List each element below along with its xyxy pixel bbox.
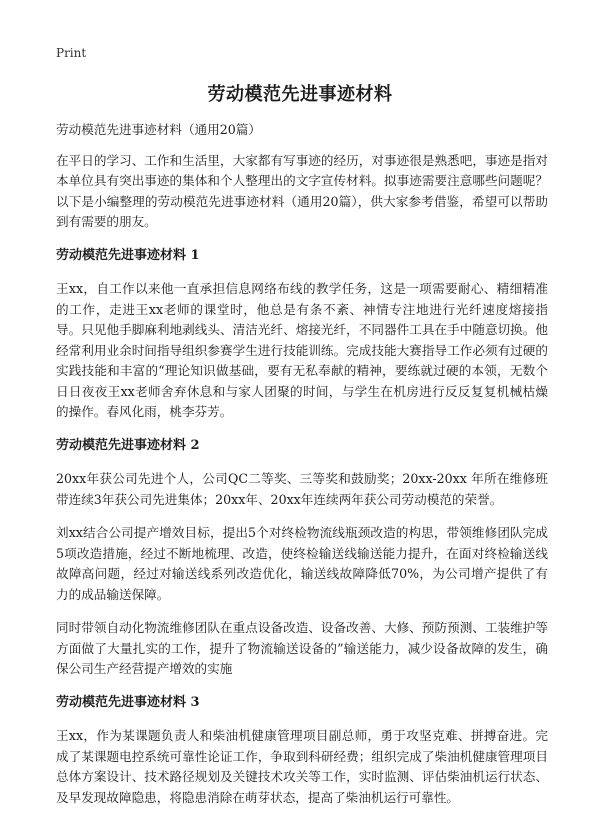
intro-paragraph: 在平日的学习、工作和生活里，大家都有写事迹的经历，对事迹很是熟悉吧，事迹是指对本单位具有突出事迹的集体和个人整理出的文字宣传材料。拟事迹需要注意哪些问题呢？以下是小编整理的劳动模范先进事迹材料（通用20篇），供大家参考借鉴，希望可以帮助到有需要的朋友。 xyxy=(56,152,548,229)
print-link[interactable]: Print xyxy=(56,46,87,60)
section-paragraph: 同时带领自动化物流维修团队在重点设备改造、设备改善、大修、预防预测、工装维护等方面做了大量扎实的工作，提升了物流输送设备的”输送能力，减少设备故障的发生，确保公司生产经营提产增效的实施 xyxy=(56,620,548,676)
document-body xyxy=(56,120,548,821)
section-heading: 劳动模范先进事迹材料 2 xyxy=(56,437,200,453)
section-1 xyxy=(56,246,548,423)
section-2 xyxy=(56,436,548,680)
page-title: 劳动模范先进事迹材料 xyxy=(207,84,393,105)
document-subtitle: 劳动模范先进事迹材料（通用20篇） xyxy=(56,122,261,137)
section-paragraph: 20xx年获公司先进个人，公司QC二等奖、三等奖和鼓励奖；20xx-20xx 年所在维修班带连续3年获公司先进集体；20xx年、20xx年连续两年获公司劳动模范的荣誉。 xyxy=(56,471,548,507)
section-heading: 劳动模范先进事迹材料 3 xyxy=(56,694,200,710)
section-3 xyxy=(56,693,548,809)
section-paragraph: 刘xx结合公司提产增效目标，提出5个对终检物流线瓶颈改造的构思，带领维修团队完成5项改造措施，经过不断地梳理、改造，使终检输送线输送能力提升，在面对终检输送线故障高问题，经过对输送线系列改造优化，输送线故障降低70%，为公司增产提供了有力的成品输送保障。 xyxy=(56,525,548,602)
section-paragraph: 王xx，自工作以来他一直承担信息网络布线的教学任务，这是一项需要耐心、精细精准的工作，走进王xx老师的课堂时，他总是有条不紊、神情专注地进行光纤速度熔接指导。只见他手脚麻利地剥线头、清洁光纤、熔接光纤，不同器件工具在手中随意切换。他经常利用业余时间指导组织参赛学生进行技能训练。完成技能大赛指导工作必须有过硬的实践技能和丰富的“理论知识做基础，要有无私奉献的精神，要练就过硬的本领，无数个日日夜夜王xx老师舍弃休息和与家人团聚的时间，与学生在机房进行反反复复机械枯燥的操作。春风化雨，桃李芬芳。 xyxy=(56,281,548,419)
section-paragraph: 王xx，作为某课题负责人和柴油机健康管理项目副总师，勇于攻坚克难、拼搏奋进。完成了某课题电控系统可靠性论证工作，争取到科研经费；组织完成了柴油机健康管理项目总体方案设计、技术路径规划及关键技术攻关等工作，实时监测、评估柴油机运行状态、及早发现故障隐患，将隐患消除在萌芽状态，提高了柴油机运行可靠性。 xyxy=(56,728,548,805)
section-heading: 劳动模范先进事迹材料 1 xyxy=(56,247,200,263)
